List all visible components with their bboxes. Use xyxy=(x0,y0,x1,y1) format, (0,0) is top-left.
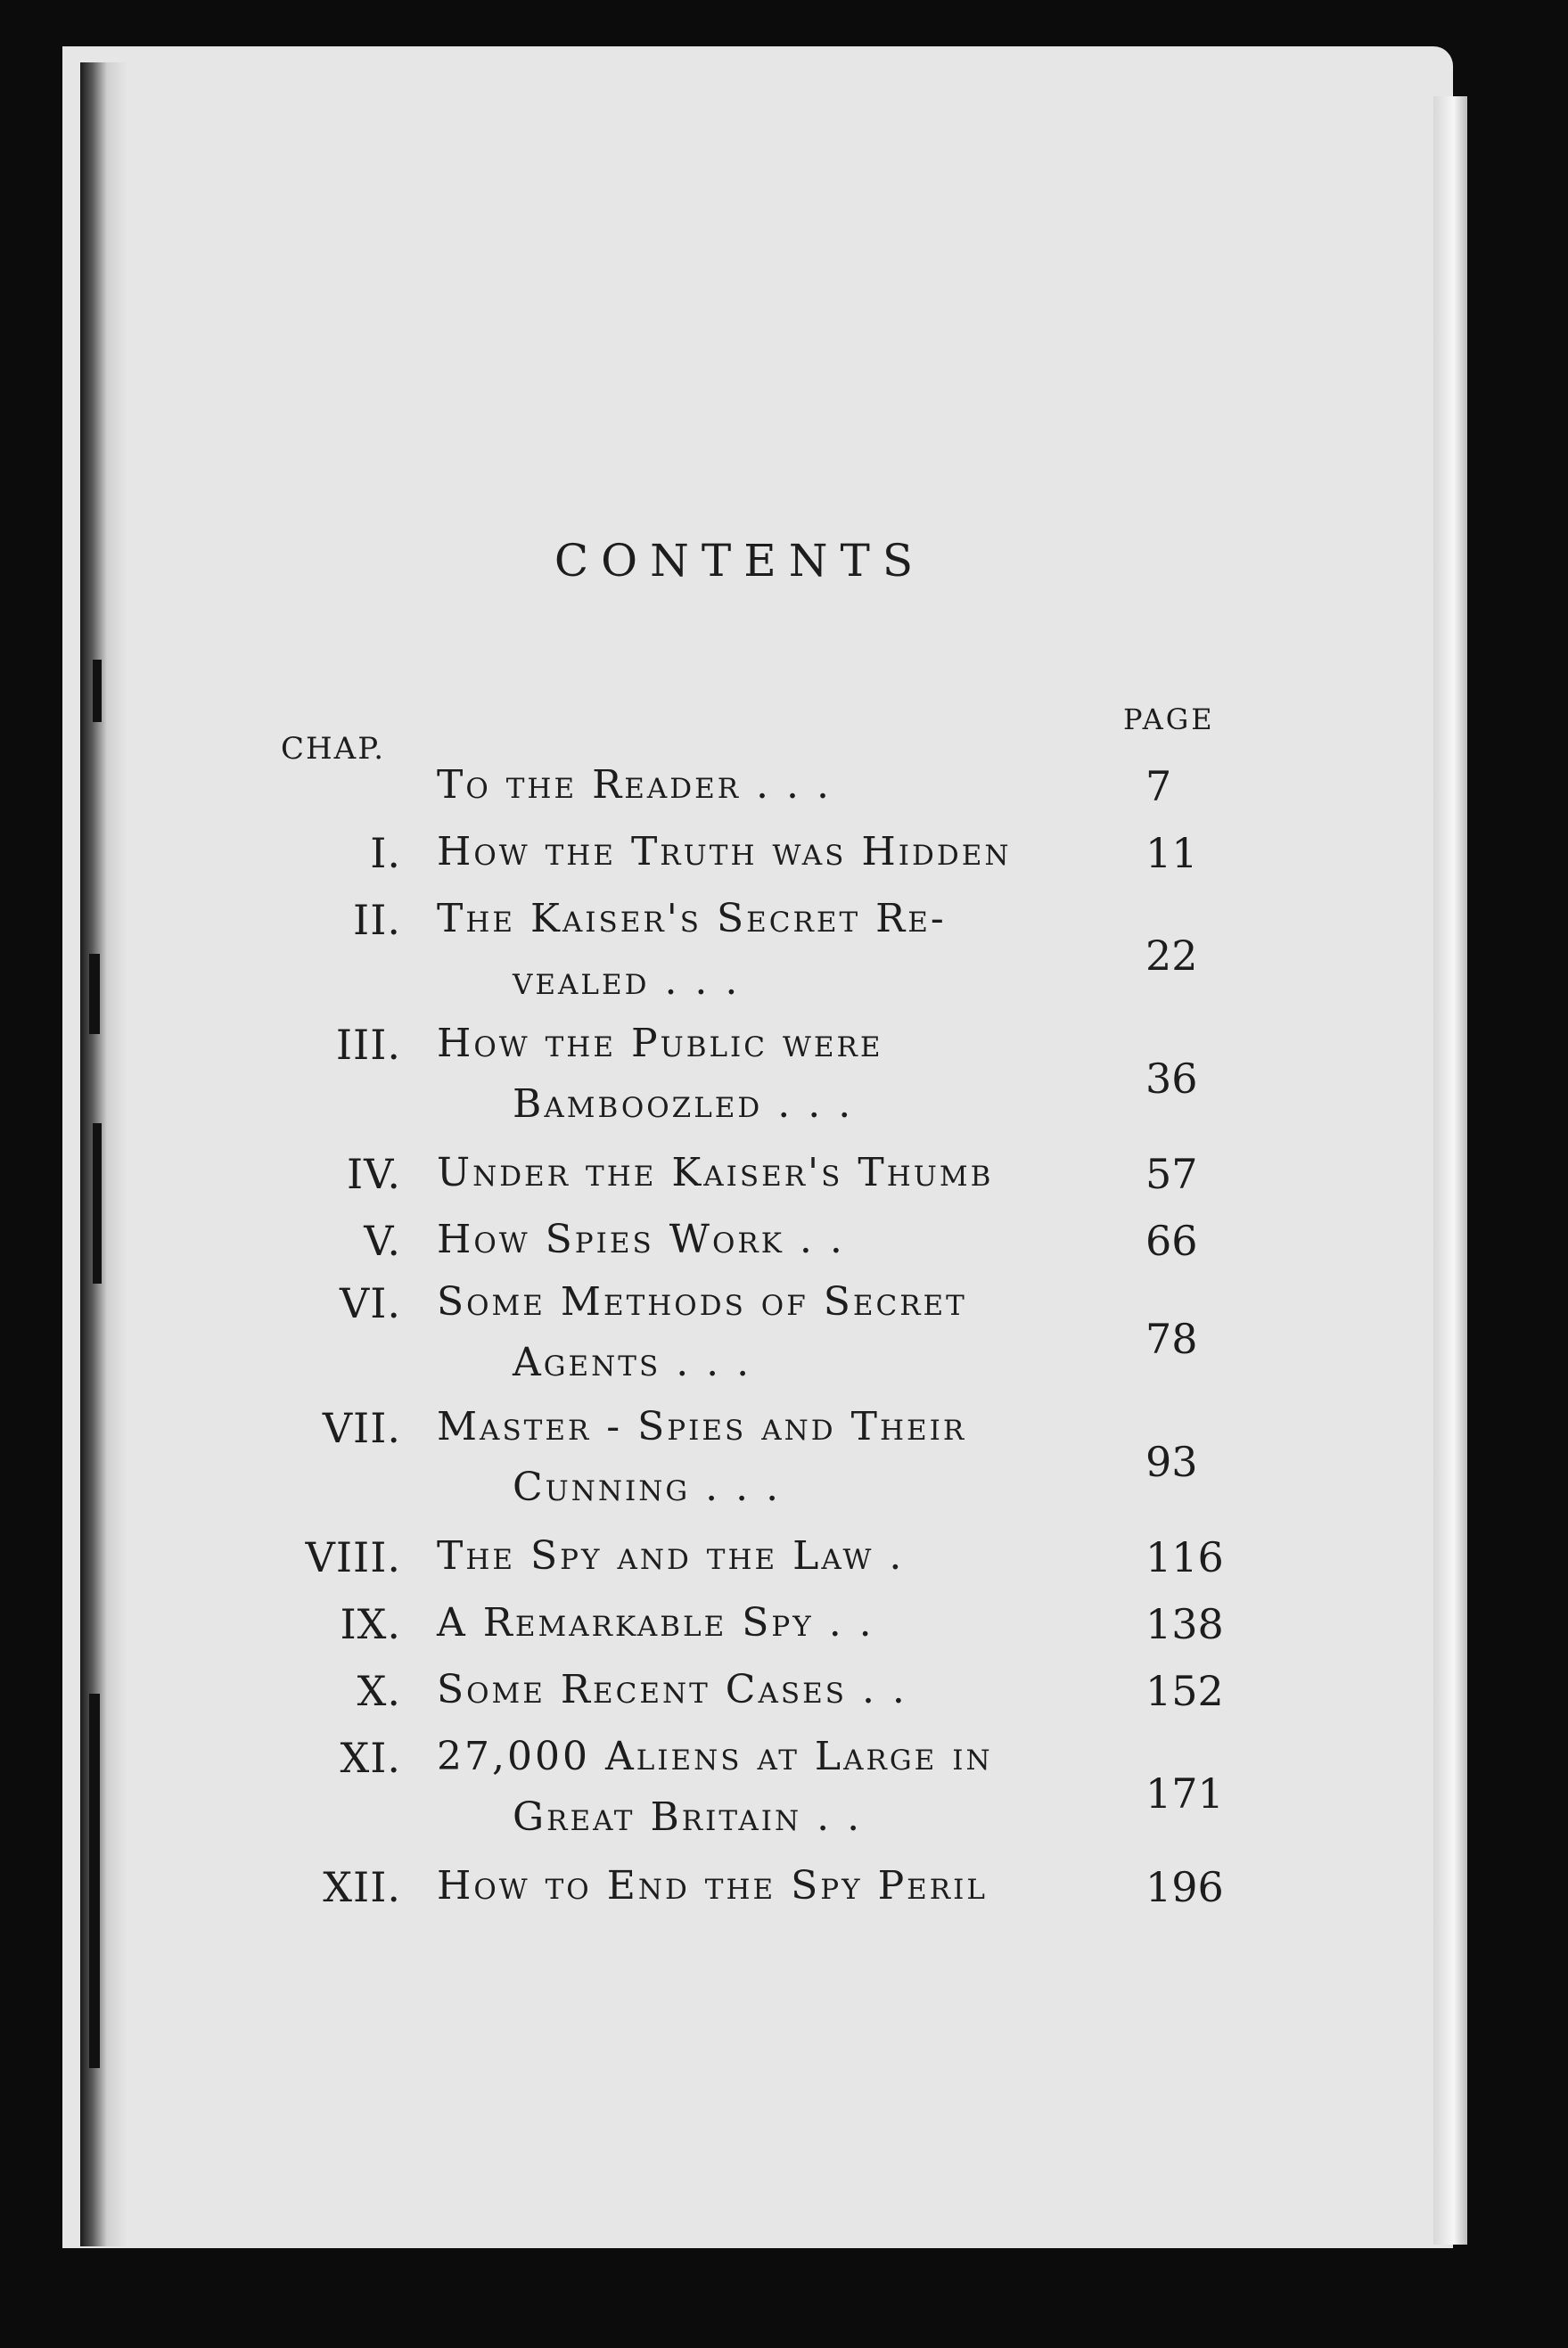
chapter-title: How Spies Work . . xyxy=(437,1217,845,1262)
page-number: 93 xyxy=(1145,1438,1198,1486)
chapter-number: IX. xyxy=(340,1600,401,1648)
chapter-title-continued: Bamboozled . . . xyxy=(513,1081,854,1127)
page-number: 22 xyxy=(1145,932,1198,980)
contents-heading: CONTENTS xyxy=(554,535,926,587)
page-number: 57 xyxy=(1145,1150,1198,1198)
chapter-title: How the Public were xyxy=(437,1021,883,1066)
page-number: 66 xyxy=(1145,1217,1198,1265)
chapter-title: How the Truth was Hidden xyxy=(437,829,1012,874)
page-number: 116 xyxy=(1145,1533,1224,1581)
toc-entry xyxy=(267,1863,1293,1925)
chapter-number: IV. xyxy=(347,1150,401,1198)
gutter-mark xyxy=(93,660,102,722)
chapter-number: VI. xyxy=(339,1279,401,1327)
chapter-number: V. xyxy=(364,1217,401,1265)
page-number: 138 xyxy=(1145,1600,1224,1648)
chapter-title-continued: Agents . . . xyxy=(513,1340,752,1385)
chapter-title: The Kaiser's Secret Re- xyxy=(437,896,947,941)
toc-entry xyxy=(267,1600,1293,1662)
chapter-title: 27,000 Aliens at Large in xyxy=(437,1734,993,1779)
chapter-number: X. xyxy=(357,1667,401,1715)
chapter-title: Master - Spies and Their xyxy=(437,1404,967,1449)
page-number: 7 xyxy=(1145,762,1172,810)
chapter-title: A Remarkable Spy . . xyxy=(437,1600,874,1646)
chapter-title: Some Recent Cases . . xyxy=(437,1667,907,1712)
toc-entry xyxy=(267,1150,1293,1212)
chapter-number: VII. xyxy=(322,1404,401,1452)
chapter-title: To the Reader . . . xyxy=(437,762,832,808)
toc-entry xyxy=(267,1279,1293,1404)
chapter-title: The Spy and the Law . xyxy=(437,1533,905,1579)
toc-entry xyxy=(267,1533,1293,1596)
page-edge xyxy=(1433,96,1467,2245)
chapter-number: III. xyxy=(335,1021,401,1069)
toc-entry xyxy=(267,762,1293,825)
chapter-title: How to End the Spy Peril xyxy=(437,1863,988,1909)
page-number: 171 xyxy=(1145,1769,1224,1818)
toc-entry xyxy=(267,1021,1293,1145)
gutter-mark xyxy=(89,1694,100,2068)
chapter-title: Under the Kaiser's Thumb xyxy=(437,1150,994,1195)
page-number: 78 xyxy=(1145,1315,1198,1363)
toc-entry xyxy=(267,1667,1293,1729)
page-number: 152 xyxy=(1145,1667,1224,1715)
page-number: 11 xyxy=(1145,829,1198,877)
chapter-title: Some Methods of Secret xyxy=(437,1279,967,1325)
chapter-number: I. xyxy=(370,829,401,877)
page-number: 196 xyxy=(1145,1863,1224,1911)
page-number: 36 xyxy=(1145,1055,1198,1103)
toc-entry xyxy=(267,1404,1293,1529)
chapter-number: XII. xyxy=(323,1863,401,1911)
chapter-title-continued: Cunning . . . xyxy=(513,1465,782,1510)
page-column-header: PAGE xyxy=(1123,702,1215,736)
chap-column-header: CHAP. xyxy=(281,731,386,767)
chapter-title-continued: vealed . . . xyxy=(513,958,741,1004)
gutter-mark xyxy=(93,1123,102,1284)
chapter-number: XI. xyxy=(340,1734,401,1782)
chapter-title-continued: Great Britain . . xyxy=(513,1794,863,1840)
gutter-mark xyxy=(89,954,100,1034)
toc-entry xyxy=(267,896,1293,1021)
chapter-number: VIII. xyxy=(305,1533,401,1581)
toc-entry xyxy=(267,1217,1293,1279)
toc-entry xyxy=(267,1734,1293,1859)
toc-entry xyxy=(267,829,1293,891)
chapter-number: II. xyxy=(353,896,401,944)
